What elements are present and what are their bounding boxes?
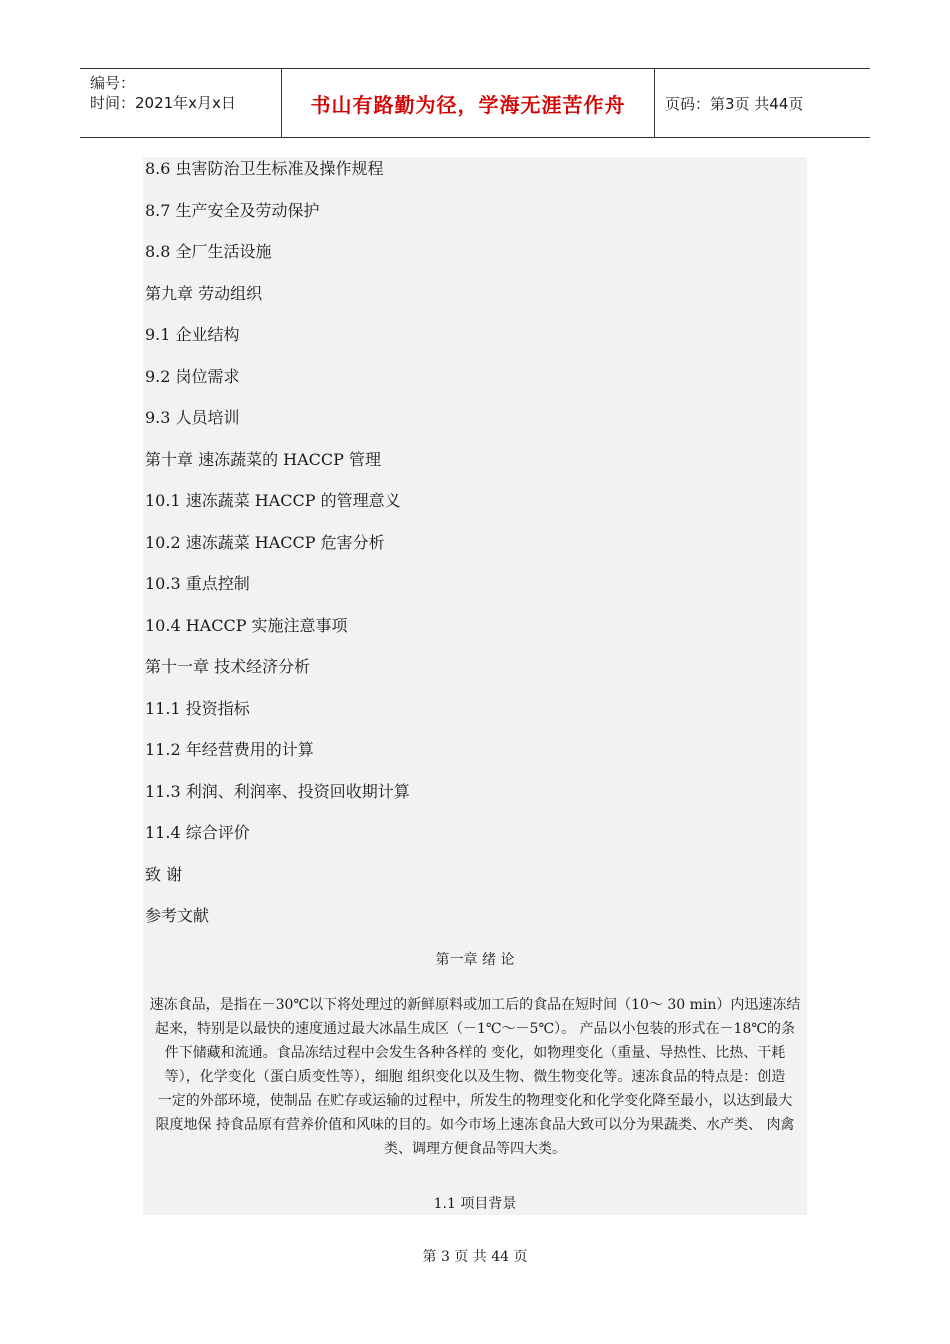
page-footer: 第 3 页 共 44 页 bbox=[422, 1249, 528, 1265]
toc-item: 10.3 重点控制 bbox=[145, 574, 250, 593]
toc-item: 第九章 劳动组织 bbox=[145, 283, 263, 303]
table-of-contents bbox=[145, 157, 410, 946]
header-page-info: 页码：第3页 共44页 bbox=[665, 94, 804, 113]
toc-item: 11.2 年经营费用的计算 bbox=[145, 740, 314, 759]
toc-item: 第十章 速冻蔬菜的 HACCP 管理 bbox=[145, 449, 382, 469]
doc-code-label: 编号： bbox=[90, 74, 136, 92]
toc-item: 10.1 速冻蔬菜 HACCP 的管理意义 bbox=[145, 491, 401, 510]
toc-item: 11.1 投资指标 bbox=[145, 698, 250, 718]
page-header bbox=[80, 68, 870, 138]
paragraph-line: 一定的外部环境，使制品 在贮存或运输的过程中，所发生的物理变化和化学变化降至最小，以达到最大 bbox=[157, 1093, 793, 1109]
toc-item: 第十一章 技术经济分析 bbox=[145, 657, 311, 676]
toc-item: 8.8 全厂生活设施 bbox=[145, 242, 272, 261]
intro-paragraph bbox=[145, 993, 805, 1161]
paragraph-line: 起来，特别是以最快的速度通过最大冰晶生成区（－1℃～－5℃）。 产品以小包装的形式在－18℃的条 bbox=[154, 1021, 796, 1037]
document-body bbox=[143, 157, 807, 1215]
toc-item: 10.4 HACCP 实施注意事项 bbox=[145, 615, 348, 635]
paragraph-line: 件下储藏和流通。食品冻结过程中会发生各种各样的 变化，如物理变化（重量、导热性、比热、干耗 bbox=[164, 1045, 786, 1061]
paragraph-line: 速冻食品，是指在－30℃以下将处理过的新鲜原料或加工后的食品在短时间（10～ 30 min）内迅速冻结 bbox=[149, 997, 801, 1013]
toc-item: 参考文献 bbox=[145, 906, 210, 925]
toc-item: 9.1 企业结构 bbox=[145, 325, 240, 344]
header-meta bbox=[80, 69, 282, 137]
toc-item: 9.3 人员培训 bbox=[145, 408, 240, 427]
toc-item: 10.2 速冻蔬菜 HACCP 危害分析 bbox=[145, 532, 385, 552]
toc-item: 致 谢 bbox=[145, 864, 183, 884]
chapter-title: 第一章 绪 论 bbox=[435, 952, 515, 968]
toc-item: 11.3 利润、利润率、投资回收期计算 bbox=[145, 781, 410, 801]
toc-item: 8.7 生产安全及劳动保护 bbox=[145, 200, 320, 220]
toc-item: 9.2 岗位需求 bbox=[145, 366, 240, 386]
section-title: 1.1 项目背景 bbox=[433, 1196, 517, 1212]
header-motto: 书山有路勤为径，学海无涯苦作舟 bbox=[282, 69, 655, 137]
paragraph-line: 等），化学变化（蛋白质变性等），细胞 组织变化以及生物、微生物变化等。速冻食品的特点是：创造 bbox=[164, 1069, 786, 1085]
paragraph-line: 类、调理方便食品等四大类。 bbox=[384, 1141, 566, 1157]
doc-date: 时间：2021年x月x日 bbox=[90, 94, 236, 112]
paragraph-line: 限度地保 持食品原有营养价值和风味的目的。如今市场上速冻食品大致可以分为果蔬类、水产类、 肉禽 bbox=[155, 1117, 795, 1133]
toc-item: 11.4 综合评价 bbox=[145, 823, 250, 842]
toc-item: 8.6 虫害防治卫生标准及操作规程 bbox=[145, 159, 384, 178]
